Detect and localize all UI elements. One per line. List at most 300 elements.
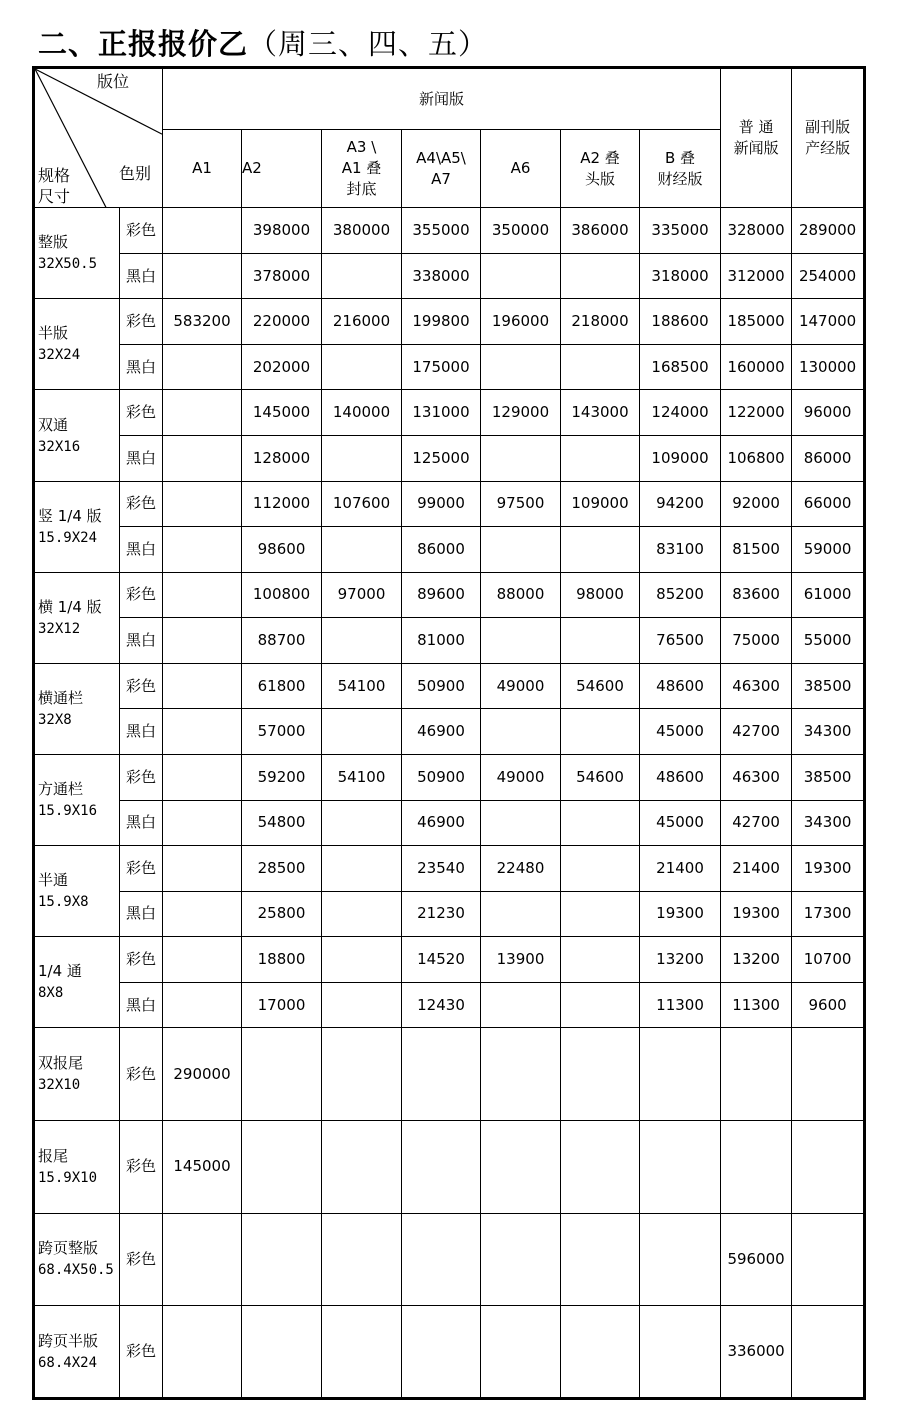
price-cell <box>402 1213 481 1306</box>
header-line: A1 <box>192 159 212 178</box>
price-cell: 109000 <box>640 436 721 482</box>
size-dimensions: 32X24 <box>38 347 81 364</box>
price-cell: 218000 <box>561 299 640 345</box>
price-cell <box>561 1028 640 1121</box>
table-row <box>34 800 865 846</box>
title-paren: （周三、四、五） <box>248 27 489 61</box>
price-cell <box>322 527 402 573</box>
price-cell <box>561 937 640 983</box>
column-header <box>242 130 322 208</box>
price-cell <box>163 208 242 254</box>
price-cell: 380000 <box>322 208 402 254</box>
price-cell: 202000 <box>242 344 322 390</box>
price-cell: 38500 <box>792 663 865 709</box>
size-name: 半通 <box>38 871 69 890</box>
price-cell: 312000 <box>721 253 792 299</box>
price-cell <box>640 1028 721 1121</box>
price-cell: 13200 <box>640 937 721 983</box>
size-dimensions: 8X8 <box>38 985 64 1002</box>
price-cell <box>322 618 402 664</box>
size-cell <box>34 572 120 663</box>
price-cell: 125000 <box>402 436 481 482</box>
size-dimensions: 32X8 <box>38 711 72 728</box>
price-cell: 48600 <box>640 754 721 800</box>
price-cell: 147000 <box>792 299 865 345</box>
price-cell: 596000 <box>721 1213 792 1306</box>
color-type-cell: 黑白 <box>120 891 163 937</box>
price-cell <box>163 618 242 664</box>
price-cell: 140000 <box>322 390 402 436</box>
price-cell: 92000 <box>721 481 792 527</box>
price-cell: 122000 <box>721 390 792 436</box>
table-row <box>34 344 865 390</box>
size-name: 竖 1/4 版 <box>38 506 102 525</box>
color-type-cell: 黑白 <box>120 253 163 299</box>
table-row <box>34 481 865 527</box>
price-cell: 216000 <box>322 299 402 345</box>
price-cell <box>402 1120 481 1213</box>
price-cell <box>402 1306 481 1399</box>
column-header <box>481 130 561 208</box>
price-cell: 48600 <box>640 663 721 709</box>
price-cell <box>163 344 242 390</box>
price-cell <box>402 1028 481 1121</box>
price-cell <box>163 709 242 755</box>
price-cell <box>322 344 402 390</box>
price-cell: 28500 <box>242 846 322 892</box>
price-cell: 11300 <box>721 982 792 1028</box>
color-type-cell: 黑白 <box>120 618 163 664</box>
header-line: A7 <box>431 169 451 188</box>
price-cell: 386000 <box>561 208 640 254</box>
price-cell <box>481 253 561 299</box>
corner-label-position: 版位 <box>97 72 130 91</box>
price-cell <box>792 1306 865 1399</box>
price-cell <box>481 436 561 482</box>
news-group-header: 新闻版 <box>163 68 721 130</box>
price-cell: 17300 <box>792 891 865 937</box>
price-cell: 18800 <box>242 937 322 983</box>
column-header <box>163 130 242 208</box>
title-main: 二、正报报价乙 <box>38 27 249 61</box>
header-line: A3 \ <box>346 138 377 157</box>
size-name: 1/4 通 <box>38 962 82 981</box>
size-dimensions: 32X10 <box>38 1077 81 1094</box>
size-name: 横通栏 <box>38 688 84 707</box>
price-cell: 378000 <box>242 253 322 299</box>
page-title <box>38 24 488 64</box>
price-cell: 61000 <box>792 572 865 618</box>
table-row <box>34 1120 865 1213</box>
price-cell <box>163 527 242 573</box>
price-cell: 100800 <box>242 572 322 618</box>
price-cell <box>322 709 402 755</box>
header-line: 普 通 <box>738 118 774 137</box>
size-dimensions: 15.9X24 <box>38 529 98 546</box>
price-cell <box>322 253 402 299</box>
price-cell: 112000 <box>242 481 322 527</box>
color-type-cell: 彩色 <box>120 663 163 709</box>
price-cell: 196000 <box>481 299 561 345</box>
price-cell <box>640 1306 721 1399</box>
price-cell: 98000 <box>561 572 640 618</box>
price-cell <box>163 937 242 983</box>
price-cell: 46900 <box>402 709 481 755</box>
header-line: A2 叠 <box>580 148 620 167</box>
header-line: B 叠 <box>665 148 696 167</box>
price-cell: 99000 <box>402 481 481 527</box>
color-type-cell: 黑白 <box>120 527 163 573</box>
price-cell <box>322 891 402 937</box>
price-cell <box>322 436 402 482</box>
price-cell <box>163 800 242 846</box>
price-cell: 83100 <box>640 527 721 573</box>
color-type-cell: 黑白 <box>120 709 163 755</box>
price-cell <box>322 846 402 892</box>
price-cell: 254000 <box>792 253 865 299</box>
price-cell: 109000 <box>561 481 640 527</box>
header-line: 封底 <box>346 180 377 199</box>
price-cell: 54100 <box>322 663 402 709</box>
price-cell: 106800 <box>721 436 792 482</box>
price-cell <box>242 1028 322 1121</box>
price-cell <box>561 1306 640 1399</box>
price-cell: 168500 <box>640 344 721 390</box>
color-type-cell: 彩色 <box>120 299 163 345</box>
price-cell: 12430 <box>402 982 481 1028</box>
price-cell <box>163 891 242 937</box>
price-cell: 21400 <box>640 846 721 892</box>
header-line: 新闻版 <box>733 139 779 158</box>
price-cell: 220000 <box>242 299 322 345</box>
table-row <box>34 1213 865 1306</box>
price-cell <box>481 1028 561 1121</box>
size-cell <box>34 299 120 390</box>
color-type-cell: 黑白 <box>120 800 163 846</box>
price-cell <box>163 253 242 299</box>
price-cell <box>163 663 242 709</box>
price-cell <box>561 1120 640 1213</box>
price-cell: 124000 <box>640 390 721 436</box>
price-cell <box>163 1213 242 1306</box>
price-cell <box>322 982 402 1028</box>
price-cell: 38500 <box>792 754 865 800</box>
price-cell: 25800 <box>242 891 322 937</box>
price-cell: 46900 <box>402 800 481 846</box>
price-cell: 42700 <box>721 800 792 846</box>
price-cell: 76500 <box>640 618 721 664</box>
color-type-cell: 彩色 <box>120 208 163 254</box>
price-cell <box>163 1306 242 1399</box>
size-dimensions: 32X12 <box>38 620 81 637</box>
price-cell: 145000 <box>163 1120 242 1213</box>
size-name: 方通栏 <box>38 780 84 798</box>
size-cell <box>34 1120 120 1213</box>
color-type-cell: 彩色 <box>120 390 163 436</box>
table-row <box>34 937 865 983</box>
price-cell <box>481 800 561 846</box>
color-type-cell: 彩色 <box>120 1306 163 1399</box>
size-cell <box>34 481 120 572</box>
price-cell: 59200 <box>242 754 322 800</box>
price-cell: 54600 <box>561 754 640 800</box>
price-cell <box>481 891 561 937</box>
header-line: A2 <box>242 159 262 178</box>
price-cell <box>481 1120 561 1213</box>
corner-label-color: 色别 <box>119 164 152 183</box>
price-cell: 55000 <box>792 618 865 664</box>
price-cell: 85200 <box>640 572 721 618</box>
price-cell: 19300 <box>640 891 721 937</box>
price-cell <box>322 1213 402 1306</box>
supplement-header <box>792 68 865 208</box>
price-cell <box>163 572 242 618</box>
size-cell <box>34 390 120 481</box>
size-name: 整版 <box>38 233 69 252</box>
price-cell <box>242 1213 322 1306</box>
price-cell: 129000 <box>481 390 561 436</box>
price-cell: 175000 <box>402 344 481 390</box>
price-cell <box>322 800 402 846</box>
price-cell: 81000 <box>402 618 481 664</box>
price-cell: 81500 <box>721 527 792 573</box>
price-cell <box>561 527 640 573</box>
price-cell <box>561 800 640 846</box>
header-line: A4\A5\ <box>416 148 466 167</box>
price-cell: 188600 <box>640 299 721 345</box>
table-row <box>34 663 865 709</box>
price-cell: 49000 <box>481 754 561 800</box>
price-cell <box>721 1120 792 1213</box>
price-cell: 96000 <box>792 390 865 436</box>
size-name: 半版 <box>38 324 69 343</box>
price-cell: 34300 <box>792 709 865 755</box>
color-type-cell: 彩色 <box>120 1028 163 1121</box>
price-cell <box>322 1028 402 1121</box>
price-cell <box>561 344 640 390</box>
size-name: 报尾 <box>38 1146 69 1165</box>
price-table <box>32 66 866 1400</box>
size-cell <box>34 754 120 845</box>
price-cell: 14520 <box>402 937 481 983</box>
table-row <box>34 891 865 937</box>
header-line: 头版 <box>584 169 615 188</box>
price-cell: 131000 <box>402 390 481 436</box>
header-row-1 <box>34 68 865 130</box>
table-row <box>34 1028 865 1121</box>
price-cell: 19300 <box>721 891 792 937</box>
price-cell <box>792 1028 865 1121</box>
price-cell <box>561 253 640 299</box>
header-line: 副刊版 <box>805 118 851 137</box>
size-cell <box>34 1213 120 1306</box>
table-row <box>34 754 865 800</box>
price-cell: 336000 <box>721 1306 792 1399</box>
price-cell: 21230 <box>402 891 481 937</box>
size-name: 跨页整版 <box>38 1239 99 1258</box>
price-cell: 185000 <box>721 299 792 345</box>
price-cell <box>481 982 561 1028</box>
price-cell: 57000 <box>242 709 322 755</box>
price-cell <box>721 1028 792 1121</box>
price-cell <box>481 709 561 755</box>
price-cell: 45000 <box>640 800 721 846</box>
size-dimensions: 32X50.5 <box>38 256 98 273</box>
price-cell: 46300 <box>721 663 792 709</box>
price-cell <box>481 1306 561 1399</box>
corner-cell <box>34 68 163 208</box>
price-cell: 10700 <box>792 937 865 983</box>
price-cell: 583200 <box>163 299 242 345</box>
color-type-cell: 彩色 <box>120 754 163 800</box>
price-cell: 128000 <box>242 436 322 482</box>
price-cell: 89600 <box>402 572 481 618</box>
corner-label-size: 规格 尺寸 <box>38 166 71 206</box>
price-cell: 289000 <box>792 208 865 254</box>
price-cell <box>561 982 640 1028</box>
column-header <box>402 130 481 208</box>
price-cell: 19300 <box>792 846 865 892</box>
table-row <box>34 1306 865 1399</box>
price-cell <box>481 618 561 664</box>
price-cell <box>481 527 561 573</box>
price-cell: 160000 <box>721 344 792 390</box>
price-cell: 45000 <box>640 709 721 755</box>
price-cell: 13200 <box>721 937 792 983</box>
general-news-header <box>721 68 792 208</box>
price-cell: 9600 <box>792 982 865 1028</box>
price-cell: 54600 <box>561 663 640 709</box>
table-row <box>34 982 865 1028</box>
price-cell: 61800 <box>242 663 322 709</box>
size-cell <box>34 937 120 1028</box>
price-cell: 130000 <box>792 344 865 390</box>
header-line: 财经版 <box>657 169 703 188</box>
price-cell: 42700 <box>721 709 792 755</box>
price-cell: 59000 <box>792 527 865 573</box>
header-line: 产经版 <box>805 139 851 158</box>
price-cell: 23540 <box>402 846 481 892</box>
size-dimensions: 15.9X8 <box>38 894 89 911</box>
color-type-cell: 黑白 <box>120 436 163 482</box>
price-cell: 86000 <box>792 436 865 482</box>
table-row <box>34 618 865 664</box>
price-cell <box>163 754 242 800</box>
size-cell <box>34 1306 120 1399</box>
price-cell <box>163 982 242 1028</box>
price-cell <box>561 1213 640 1306</box>
price-cell: 46300 <box>721 754 792 800</box>
price-cell: 199800 <box>402 299 481 345</box>
price-cell: 398000 <box>242 208 322 254</box>
table-row <box>34 436 865 482</box>
size-name: 跨页半版 <box>38 1331 99 1350</box>
color-type-cell: 黑白 <box>120 982 163 1028</box>
price-cell: 290000 <box>163 1028 242 1121</box>
size-dimensions: 15.9X16 <box>38 803 98 819</box>
color-type-cell: 黑白 <box>120 344 163 390</box>
price-cell <box>163 846 242 892</box>
price-cell <box>163 390 242 436</box>
price-cell <box>242 1120 322 1213</box>
price-cell <box>322 937 402 983</box>
size-name: 双通 <box>38 415 69 434</box>
price-cell: 145000 <box>242 390 322 436</box>
size-dimensions: 32X16 <box>38 438 81 455</box>
table-row <box>34 572 865 618</box>
price-cell: 50900 <box>402 663 481 709</box>
size-dimensions: 68.4X24 <box>38 1354 98 1371</box>
price-cell <box>561 436 640 482</box>
price-cell: 22480 <box>481 846 561 892</box>
price-cell: 107600 <box>322 481 402 527</box>
price-cell: 94200 <box>640 481 721 527</box>
size-cell <box>34 208 120 299</box>
size-dimensions: 15.9X10 <box>38 1169 98 1186</box>
price-cell: 350000 <box>481 208 561 254</box>
price-cell: 83600 <box>721 572 792 618</box>
color-type-cell: 彩色 <box>120 846 163 892</box>
price-cell <box>163 436 242 482</box>
price-cell <box>640 1213 721 1306</box>
price-cell <box>561 618 640 664</box>
price-cell: 50900 <box>402 754 481 800</box>
color-type-cell: 彩色 <box>120 937 163 983</box>
price-cell <box>242 1306 322 1399</box>
price-cell: 66000 <box>792 481 865 527</box>
price-cell: 54100 <box>322 754 402 800</box>
price-cell: 98600 <box>242 527 322 573</box>
price-cell: 143000 <box>561 390 640 436</box>
price-cell: 318000 <box>640 253 721 299</box>
size-cell <box>34 1028 120 1121</box>
price-cell: 75000 <box>721 618 792 664</box>
color-type-cell: 彩色 <box>120 1120 163 1213</box>
price-cell: 11300 <box>640 982 721 1028</box>
price-cell <box>792 1120 865 1213</box>
price-cell <box>561 709 640 755</box>
price-cell <box>481 344 561 390</box>
size-name: 双报尾 <box>38 1054 84 1073</box>
price-cell: 13900 <box>481 937 561 983</box>
price-cell <box>481 1213 561 1306</box>
size-cell <box>34 663 120 754</box>
table-row <box>34 299 865 345</box>
price-cell: 21400 <box>721 846 792 892</box>
price-cell: 328000 <box>721 208 792 254</box>
price-cell <box>163 481 242 527</box>
price-cell: 17000 <box>242 982 322 1028</box>
price-cell: 97000 <box>322 572 402 618</box>
price-cell: 88700 <box>242 618 322 664</box>
column-header <box>640 130 721 208</box>
table-row <box>34 253 865 299</box>
price-cell <box>561 891 640 937</box>
header-line: A1 叠 <box>341 159 382 178</box>
price-cell <box>322 1120 402 1213</box>
price-cell: 97500 <box>481 481 561 527</box>
header-line: A6 <box>510 159 531 178</box>
color-type-cell: 彩色 <box>120 572 163 618</box>
price-cell <box>792 1213 865 1306</box>
size-cell <box>34 846 120 937</box>
column-header <box>561 130 640 208</box>
price-cell: 335000 <box>640 208 721 254</box>
price-cell <box>322 1306 402 1399</box>
color-type-cell: 彩色 <box>120 1213 163 1306</box>
price-cell <box>561 846 640 892</box>
column-header <box>322 130 402 208</box>
